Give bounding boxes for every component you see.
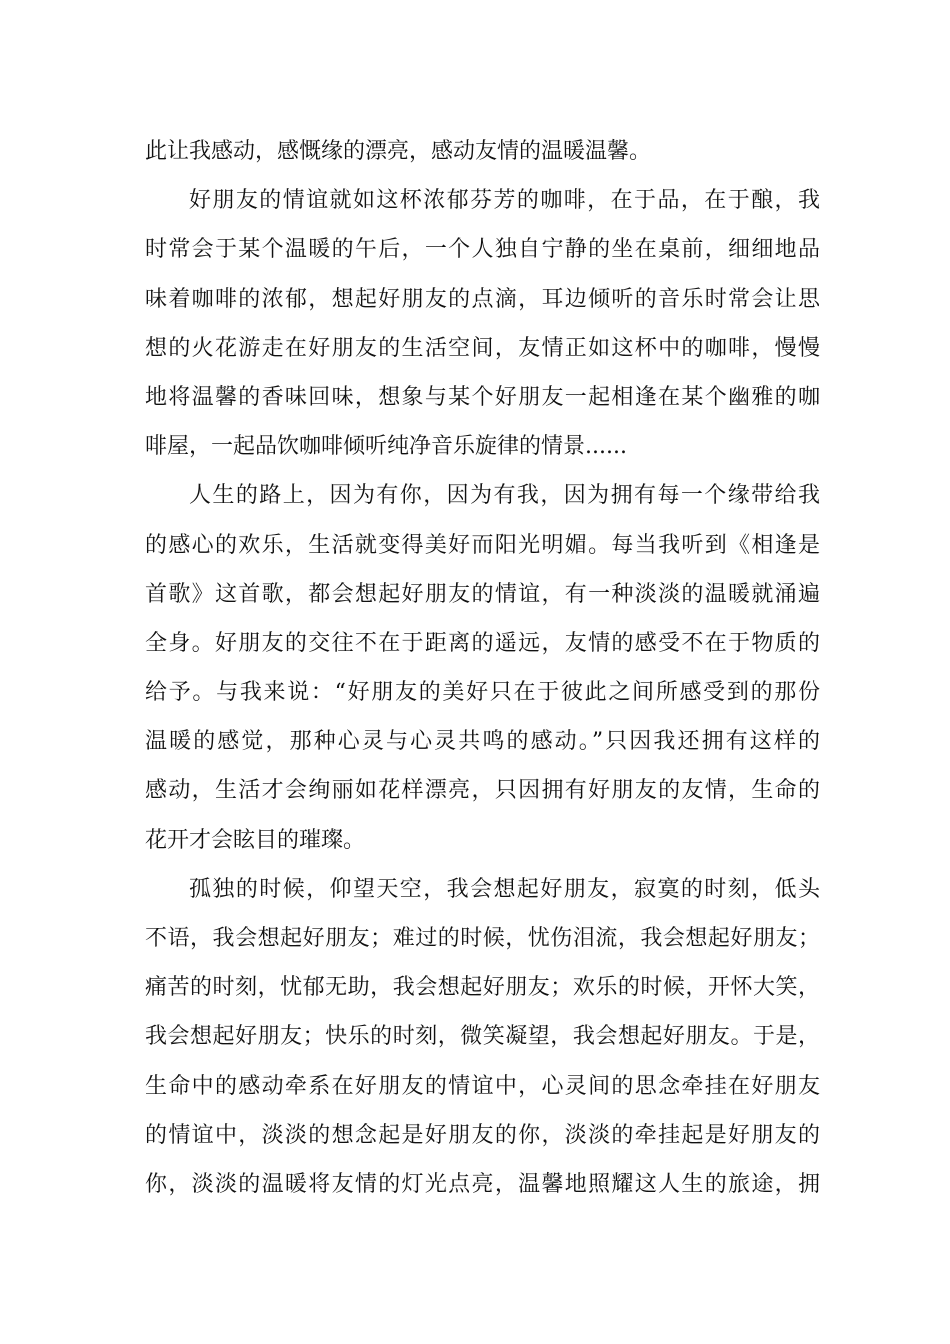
text-line: 人生的路上，因为有你，因为有我，因为拥有每一个缘带给我 [189, 483, 822, 509]
text-line: 地将温馨的香味回味，想象与某个好朋友一起相逢在某个幽雅的咖 [145, 384, 822, 410]
text-line: 花开才会眩目的璀璨。 [145, 827, 366, 853]
text-line: 生命中的感动牵系在好朋友的情谊中，心灵间的思念牵挂在好朋友 [145, 1073, 822, 1099]
text-line: 痛苦的时刻，忧郁无助，我会想起好朋友；欢乐的时候，开怀大笑， [145, 975, 821, 1001]
text-line: 时常会于某个温暖的午后，一个人独自宁静的坐在桌前，细细地品 [145, 237, 822, 263]
text-line: 感动，生活才会绚丽如花样漂亮，只因拥有好朋友的友情，生命的 [145, 778, 822, 804]
text-line: 味着咖啡的浓郁，想起好朋友的点滴，耳边倾听的音乐时常会让思 [145, 286, 822, 312]
text-line: 温暖的感觉，那种心灵与心灵共鸣的感动。”只因我还拥有这样的 [145, 729, 823, 755]
text-line: 的情谊中，淡淡的想念起是好朋友的你，淡淡的牵挂起是好朋友的 [145, 1122, 822, 1148]
text-line: 孤独的时候，仰望天空，我会想起好朋友，寂寞的时刻，低头 [189, 876, 822, 902]
text-line: 全身。好朋友的交往不在于距离的遥远，友情的感受不在于物质的 [145, 630, 822, 656]
text-line: 此让我感动，感慨缘的漂亮，感动友情的温暖温馨。 [145, 139, 652, 164]
text-line: 好朋友的情谊就如这杯浓郁芬芳的咖啡，在于品，在于酿，我 [189, 188, 822, 214]
text-line: 我会想起好朋友；快乐的时刻，微笑凝望，我会想起好朋友。于是， [145, 1024, 821, 1050]
text-line: 的感心的欢乐，生活就变得美好而阳光明媚。每当我听到《相逢是 [145, 532, 822, 558]
text-line: 你，淡淡的温暖将友情的灯光点亮，温馨地照耀这人生的旅途，拥 [145, 1171, 822, 1197]
text-line: 给予。与我来说：“好朋友的美好只在于彼此之间所感受到的那份 [145, 680, 822, 706]
text-line: 首歌》这首歌，都会想起好朋友的情谊，有一种淡淡的温暖就涌遍 [145, 581, 822, 607]
text-line: 想的火花游走在好朋友的生活空间，友情正如这杯中的咖啡，慢慢 [145, 335, 822, 361]
text-line: 啡屋，一起品饮咖啡倾听纯净音乐旋律的情景...... [145, 434, 627, 460]
text-line: 不语，我会想起好朋友；难过的时候，忧伤泪流，我会想起好朋友； [145, 926, 821, 951]
body-text [145, 127, 823, 1209]
